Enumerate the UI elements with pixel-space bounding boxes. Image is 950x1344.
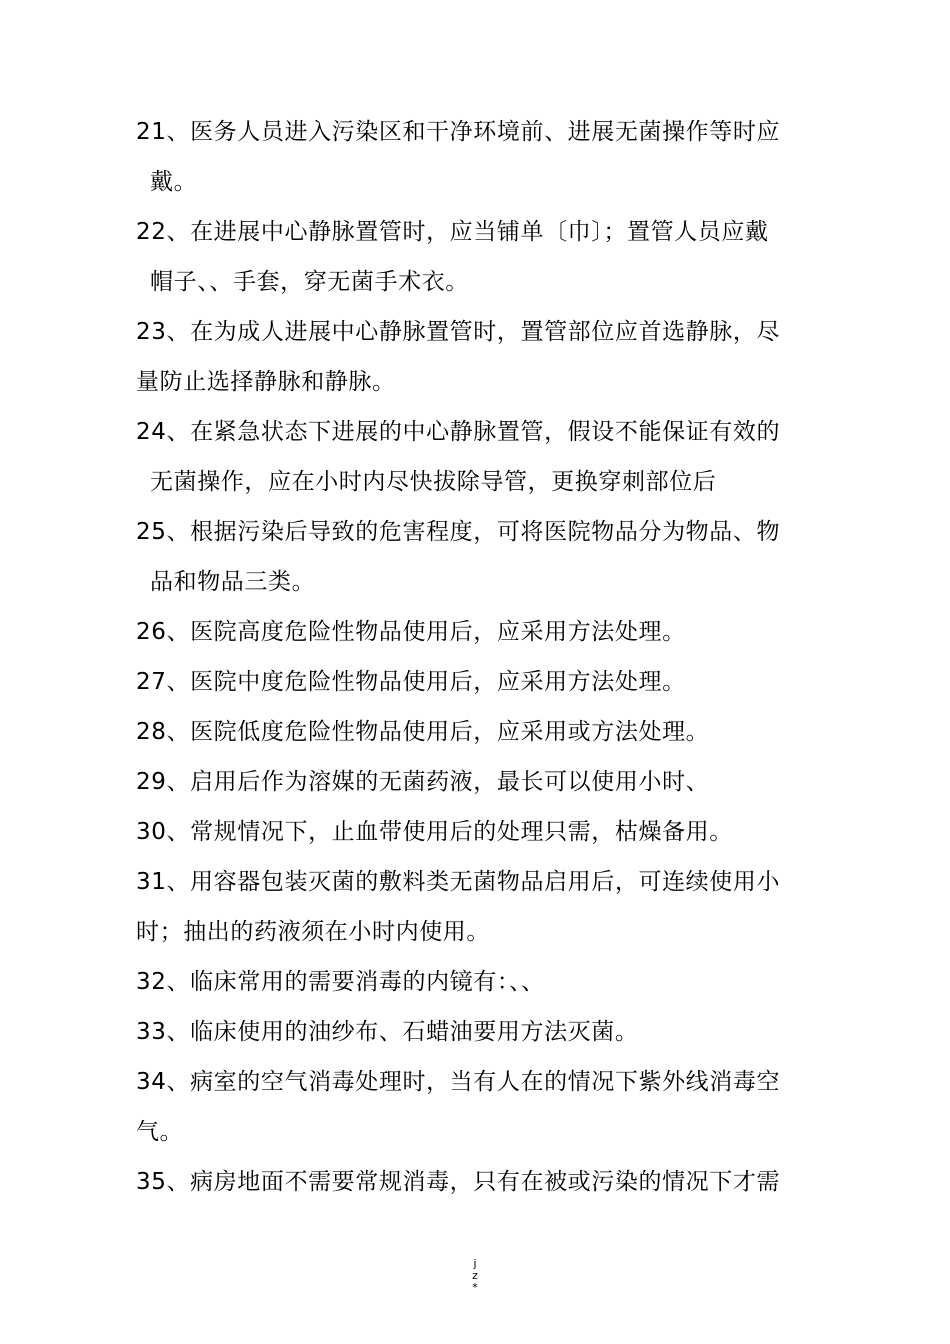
text-line-32: 32、临床常用的需要消毒的内镜有：、、 xyxy=(136,969,545,995)
text-line-21: 21、医务人员进入污染区和干净环境前、进展无菌操作等时应 xyxy=(136,119,781,145)
text-line-33: 33、临床使用的油纱布、石蜡油要用方法灭菌。 xyxy=(136,1019,639,1045)
text-line-30: 30、常规情况下，止血带使用后的处理只需，枯燥备用。 xyxy=(136,819,733,845)
text-line-31: 31、用容器包装灭菌的敷料类无菌物品启用后，可连续使用小 xyxy=(136,869,781,895)
text-line-27: 27、医院中度危险性物品使用后，应采用方法处理。 xyxy=(136,669,686,695)
text-line-34-cont: 气。 xyxy=(136,1119,184,1145)
text-line-22-cont: 帽子、、手套，穿无菌手术衣。 xyxy=(150,269,469,295)
text-line-35: 35、病房地面不需要常规消毒，只有在被或污染的情况下才需 xyxy=(136,1169,781,1195)
text-line-25-cont: 品和物品三类。 xyxy=(150,569,316,595)
text-line-23-cont: 量防止选择静脉和静脉。 xyxy=(136,369,396,395)
text-line-26: 26、医院高度危险性物品使用后，应采用方法处理。 xyxy=(136,619,686,645)
text-line-23: 23、在为成人进展中心静脉置管时，置管部位应首选静脉，尽 xyxy=(136,319,781,345)
text-line-28: 28、医院低度危险性物品使用后，应采用或方法处理。 xyxy=(136,719,710,745)
text-line-31-cont: 时；抽出的药液须在小时内使用。 xyxy=(136,919,490,945)
text-line-25: 25、根据污染后导致的危害程度，可将医院物品分为物品、物 xyxy=(136,519,781,545)
page-footer: j z * xyxy=(472,1257,478,1294)
text-line-21-cont: 戴。 xyxy=(150,169,198,195)
text-line-24-cont: 无菌操作，应在小时内尽快拔除导管，更换穿刺部位后 xyxy=(150,469,717,495)
text-line-24: 24、在紧急状态下进展的中心静脉置管，假设不能保证有效的 xyxy=(136,419,781,445)
text-line-29: 29、启用后作为溶媒的无菌药液，最长可以使用小时、 xyxy=(136,769,710,795)
text-line-34: 34、病室的空气消毒处理时，当有人在的情况下紫外线消毒空 xyxy=(136,1069,781,1095)
text-line-22: 22、在进展中心静脉置管时，应当铺单〔巾〕；置管人员应戴 xyxy=(136,219,769,245)
